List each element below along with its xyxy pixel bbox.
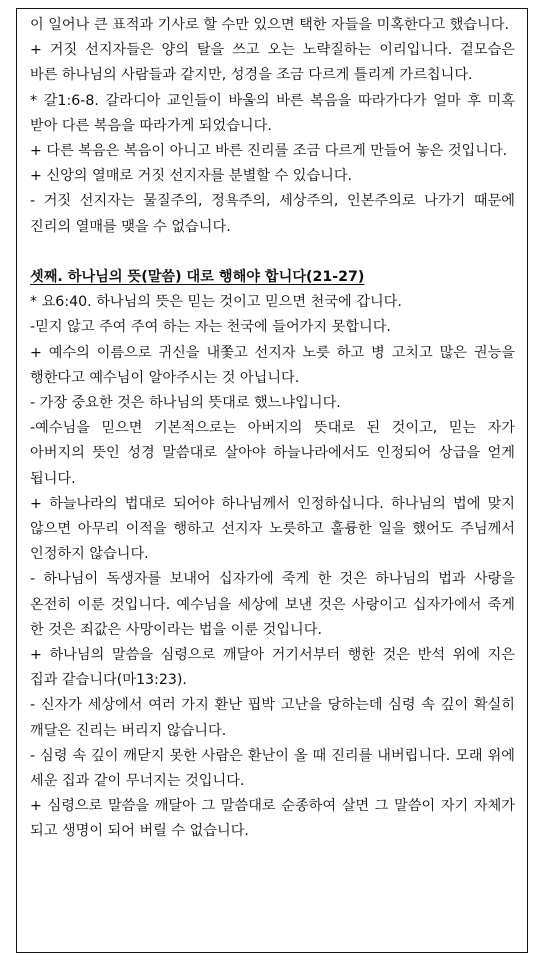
paragraph: - 거짓 선지자는 물질주의, 정욕주의, 세상주의, 인본주의로 나가기 때문에 진리의 열매를 맺을 수 없습니다. (30, 193, 515, 235)
paragraph: + 거짓 선지자들은 양의 탈을 쓰고 오는 노략질하는 이리입니다. 겉모습은 바른 하나님의 사람들과 같지만, 성경을 조금 다르게 틀리게 가르칩니다. (30, 42, 515, 84)
section-spacer (30, 240, 515, 265)
paragraph: - 신자가 세상에서 여러 가지 환난 핍박 고난을 당하는데 심령 속 깊이 확실히 깨달은 진리는 버리지 않습니다. (30, 697, 515, 739)
paragraph: + 심령으로 말씀을 깨달아 그 말씀대로 순종하여 살면 그 말씀이 자기 자체가 되고 생명이 되어 버릴 수 없습니다. (30, 798, 515, 840)
paragraph: - 심령 속 깊이 깨닫지 못한 사람은 환난이 올 때 진리를 내버립니다. 모래 위에 세운 집과 같이 무너지는 것입니다. (30, 747, 515, 790)
paragraph: + 하늘나라의 법대로 되어야 하나님께서 인정하십니다. 하나님의 법에 맞지 않으면 아무리 이적을 행하고 선지자 노릇하고 훌륭한 일을 했어도 주님께서 인정하지 않습니다. (30, 495, 515, 563)
paragraph: -믿지 않고 주여 주여 하는 자는 천국에 들어가지 못합니다. (30, 319, 391, 336)
paragraph: + 다른 복음은 복음이 아니고 바른 진리를 조금 다르게 만들어 놓은 것입니다. (30, 143, 508, 160)
paragraph: - 가장 중요한 것은 하나님의 뜻대로 했느냐입니다. (30, 395, 341, 412)
paragraph: * 갈1:6-8. 갈라디아 교인들이 바울의 바른 복음을 따라가다가 얼마 후 미혹 받아 다른 복음을 따라가게 되었습니다. (30, 92, 515, 134)
paragraph: - 하나님이 독생자를 보내어 십자가에 죽게 한 것은 하나님의 법과 사랑을 온전히 이룬 것입니다. 예수님을 세상에 보낸 것은 사랑이고 십자가에서 죽게 한 것은 죄값은 사망이라는 법을 이룬 것입니다. (30, 571, 515, 638)
paragraph: -예수님을 믿으면 기본적으로는 아버지의 뜻대로 된 것이고, 믿는 자가 아버지의 뜻인 성경 말씀대로 살아야 하늘나라에서도 인정되어 상급을 얻게 됩니다. (30, 420, 515, 487)
paragraph: + 예수의 이름으로 귀신을 내쫓고 선지자 노릇 하고 병 고치고 많은 권능을 행한다고 예수님이 알아주시는 것 아닙니다. (30, 344, 515, 386)
paragraph: 이 일어나 큰 표적과 기사로 할 수만 있으면 택한 자들을 미혹한다고 했습니다. (30, 17, 509, 33)
paragraph: + 신앙의 열매로 거짓 선지자를 분별할 수 있습니다. (30, 168, 353, 185)
section-heading: 셋째. 하나님의 뜻(말씀) 대로 행해야 합니다(21-27) (30, 269, 365, 286)
paragraph: * 요6:40. 하나님의 뜻은 믿는 것이고 믿으면 천국에 갑니다. (30, 294, 402, 311)
document-frame (16, 8, 528, 953)
paragraph: + 하나님의 말씀을 심령으로 깨달아 거기서부터 행한 것은 반석 위에 지은 집과 같습니다(마13:23). (30, 647, 515, 689)
